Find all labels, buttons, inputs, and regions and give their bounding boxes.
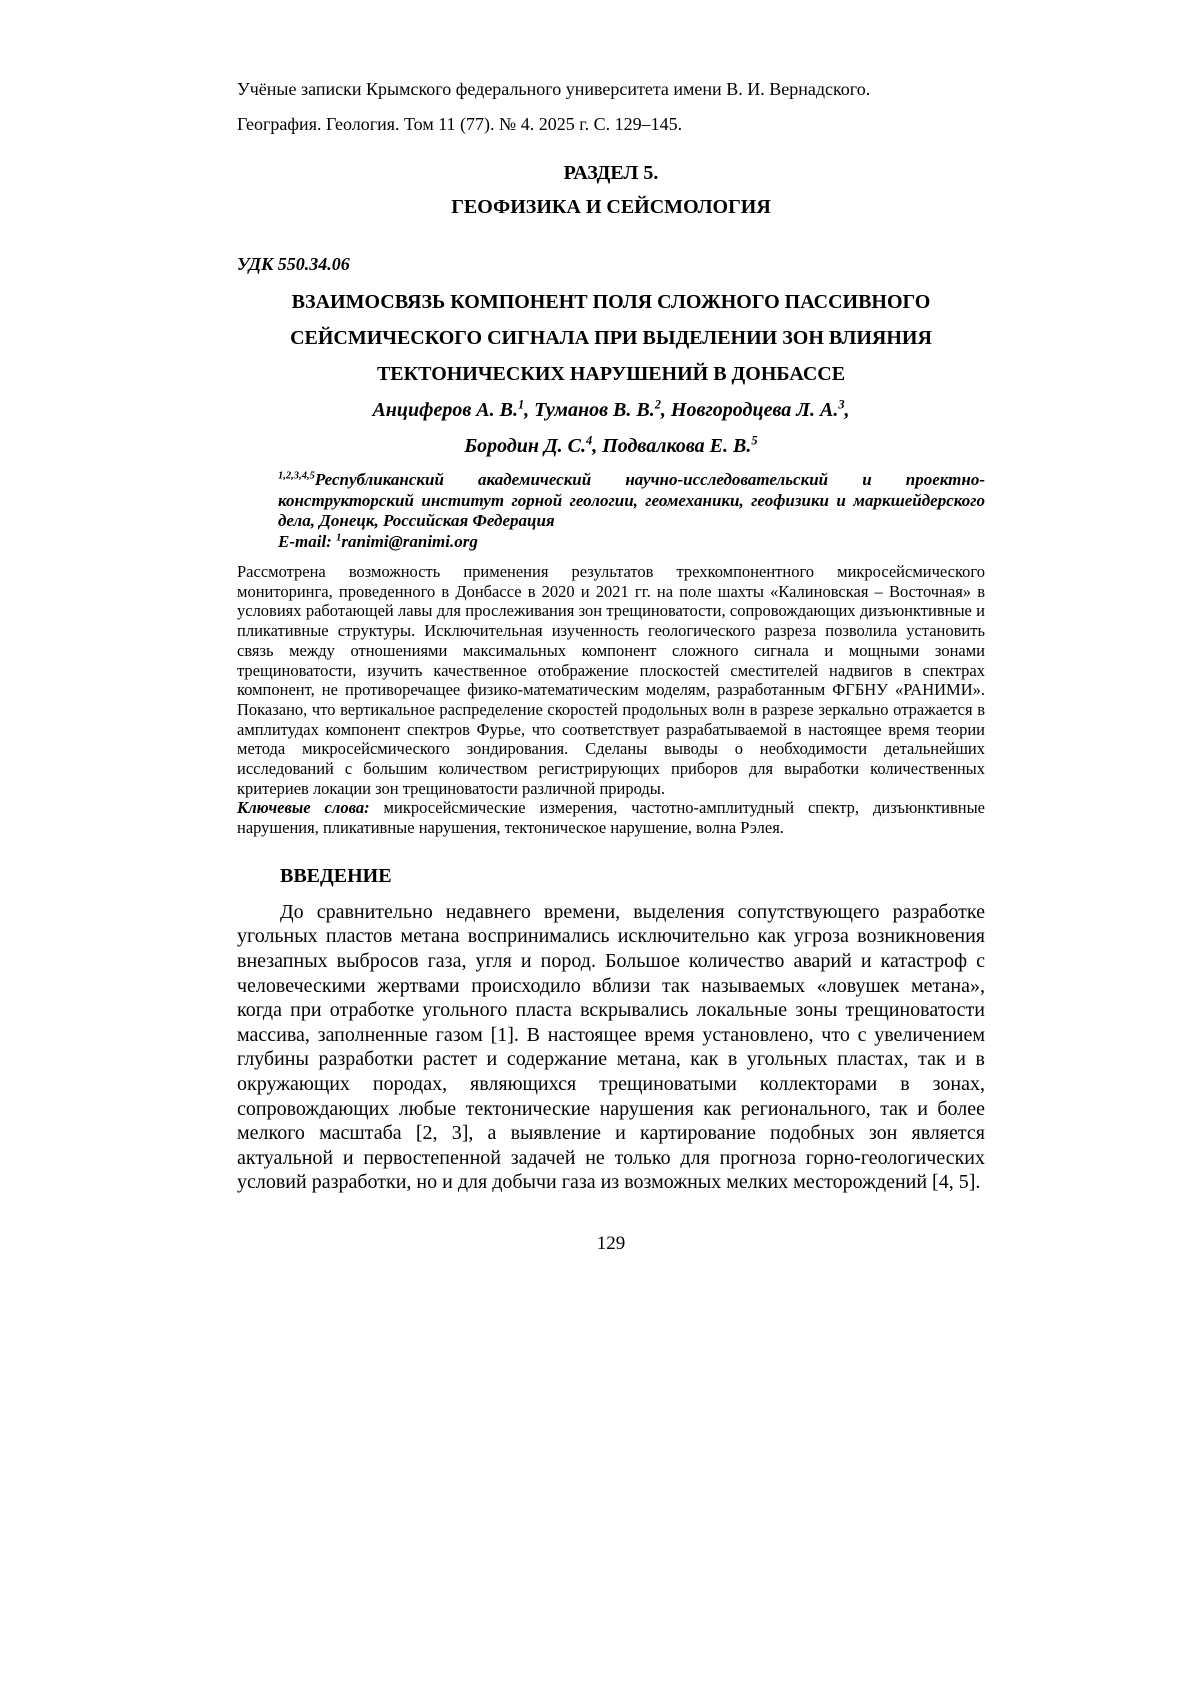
email-label: E-mail: — [278, 531, 337, 551]
authors-line-1 — [237, 392, 985, 428]
author-name: , Туманов В. В. — [524, 399, 655, 421]
keywords — [237, 798, 985, 837]
author-superscript: 5 — [751, 433, 758, 448]
journal-header-line-2: География. Геология. Том 11 (77). № 4. 2025 г. С. 129–145. — [237, 114, 683, 134]
affiliation-superscript: 1,2,3,4,5 — [278, 470, 315, 482]
authors-line-tail: , — [844, 399, 850, 421]
article-title-line-3: ТЕКТОНИЧЕСКИХ НАРУШЕНИЙ В ДОНБАССЕ — [376, 363, 846, 385]
journal-header-line-1: Учёные записки Крымского федерального университета имени В. И. Вернадского. — [237, 79, 871, 99]
section-name: ГЕОФИЗИКА И СЕЙСМОЛОГИЯ — [451, 196, 771, 218]
keywords-text: микросейсмические измерения, частотно-амплитудный спектр, дизъюнктивные нарушения, пликативные нарушения, тектоническое нарушение, волна Рэлея. — [237, 798, 985, 838]
email-superscript: 1 — [336, 531, 342, 543]
authors-line-2 — [237, 428, 985, 464]
author-superscript: 3 — [838, 397, 845, 412]
affiliation — [237, 470, 985, 552]
article-title — [237, 284, 985, 392]
abstract: Рассмотрена возможность применения результатов трехкомпонентного микросейсмического мониторинга, проведенного в Донбассе в 2020 и 2021 гг. на поле шахты «Калиновская – Восточная» в условиях работающей лавы для прослеживания зон трещиноватости, сопровождающих дизъюнктивные и пликативные структуры. Исключительная изученность геологического разреза позволила установить связь между отношениями максимальных компонент сложного сигнала и мощными зонами трещиноватости, изучить качественное отображение плоскостей сместителей надвигов в спектрах компонент, не противоречащее физико-математическим моделям, разработанным ФГБНУ «РАНИМИ». Показано, что вертикальное распределение скоростей продольных волн в разрезе зеркально отражается в амплитудах компонент спектров Фурье, что соответствует разрабатываемой в настоящее время теории метода микросейсмического зондирования. Сделаны выводы о необходимости детальнейших исследований с большим количеством регистрирующих приборов для выработки количественных критериев локации зон трещиноватости различной природы. — [237, 562, 985, 798]
affiliation-text — [278, 470, 985, 532]
section-heading — [237, 156, 985, 224]
affiliation-body: Республиканский академический научно-исследовательский и проектно-конструкторский институт горной геологии, геомеханики, геофизики и маркшейдерского дела, Донецк, Российская Федерация — [278, 470, 985, 530]
section-number: РАЗДЕЛ 5. — [563, 162, 659, 184]
introduction-heading: ВВЕДЕНИЕ — [280, 864, 392, 887]
author-superscript: 4 — [586, 433, 593, 448]
author-name: Анциферов А. В. — [372, 399, 518, 421]
introduction-paragraph: До сравнительно недавнего времени, выделения сопутствующего разработке угольных пластов метана воспринимались исключительно как угроза возникновения внезапных выбросов газа, угля и пород. Большое количество аварий и катастроф с человеческими жертвами происходило вблизи так называемых «ловушек метана», когда при отработке угольного пласта вскрывались локальные зоны трещиноватости массива, заполненные газом [1]. В настоящее время установлено, что с увеличением глубины разработки растет и содержание метана, как в угольных пластах, так и в окружающих породах, являющихся трещиноватыми коллекторами в зонах, сопровождающих любые тектонические нарушения как регионального, так и более мелкого масштаба [2, 3], а выявление и картирование подобных зон является актуальной и первостепенной задачей не только для прогноза горно-геологических условий разработки, но и для добычи газа из возможных мелких месторождений [4, 5]. — [237, 900, 985, 1194]
page-number: 129 — [596, 1232, 626, 1254]
keywords-label: Ключевые слова: — [237, 798, 370, 818]
author-name: , Новгородцева Л. А. — [660, 399, 839, 421]
author-name: , Подвалкова Е. В. — [592, 435, 752, 457]
email-address: ranimi@ranimi.org — [341, 531, 478, 551]
journal-header — [237, 72, 985, 142]
affiliation-email — [278, 532, 985, 553]
article-title-line-2: СЕЙСМИЧЕСКОГО СИГНАЛА ПРИ ВЫДЕЛЕНИИ ЗОН ВЛИЯНИЯ — [290, 327, 932, 349]
author-name: Бородин Д. С. — [464, 435, 587, 457]
author-superscript: 2 — [654, 397, 661, 412]
article-title-line-1: ВЗАИМОСВЯЗЬ КОМПОНЕНТ ПОЛЯ СЛОЖНОГО ПАССИВНОГО — [291, 291, 931, 313]
udc-code: УДК 550.34.06 — [237, 254, 350, 274]
authors — [237, 392, 985, 464]
author-superscript: 1 — [517, 397, 525, 412]
